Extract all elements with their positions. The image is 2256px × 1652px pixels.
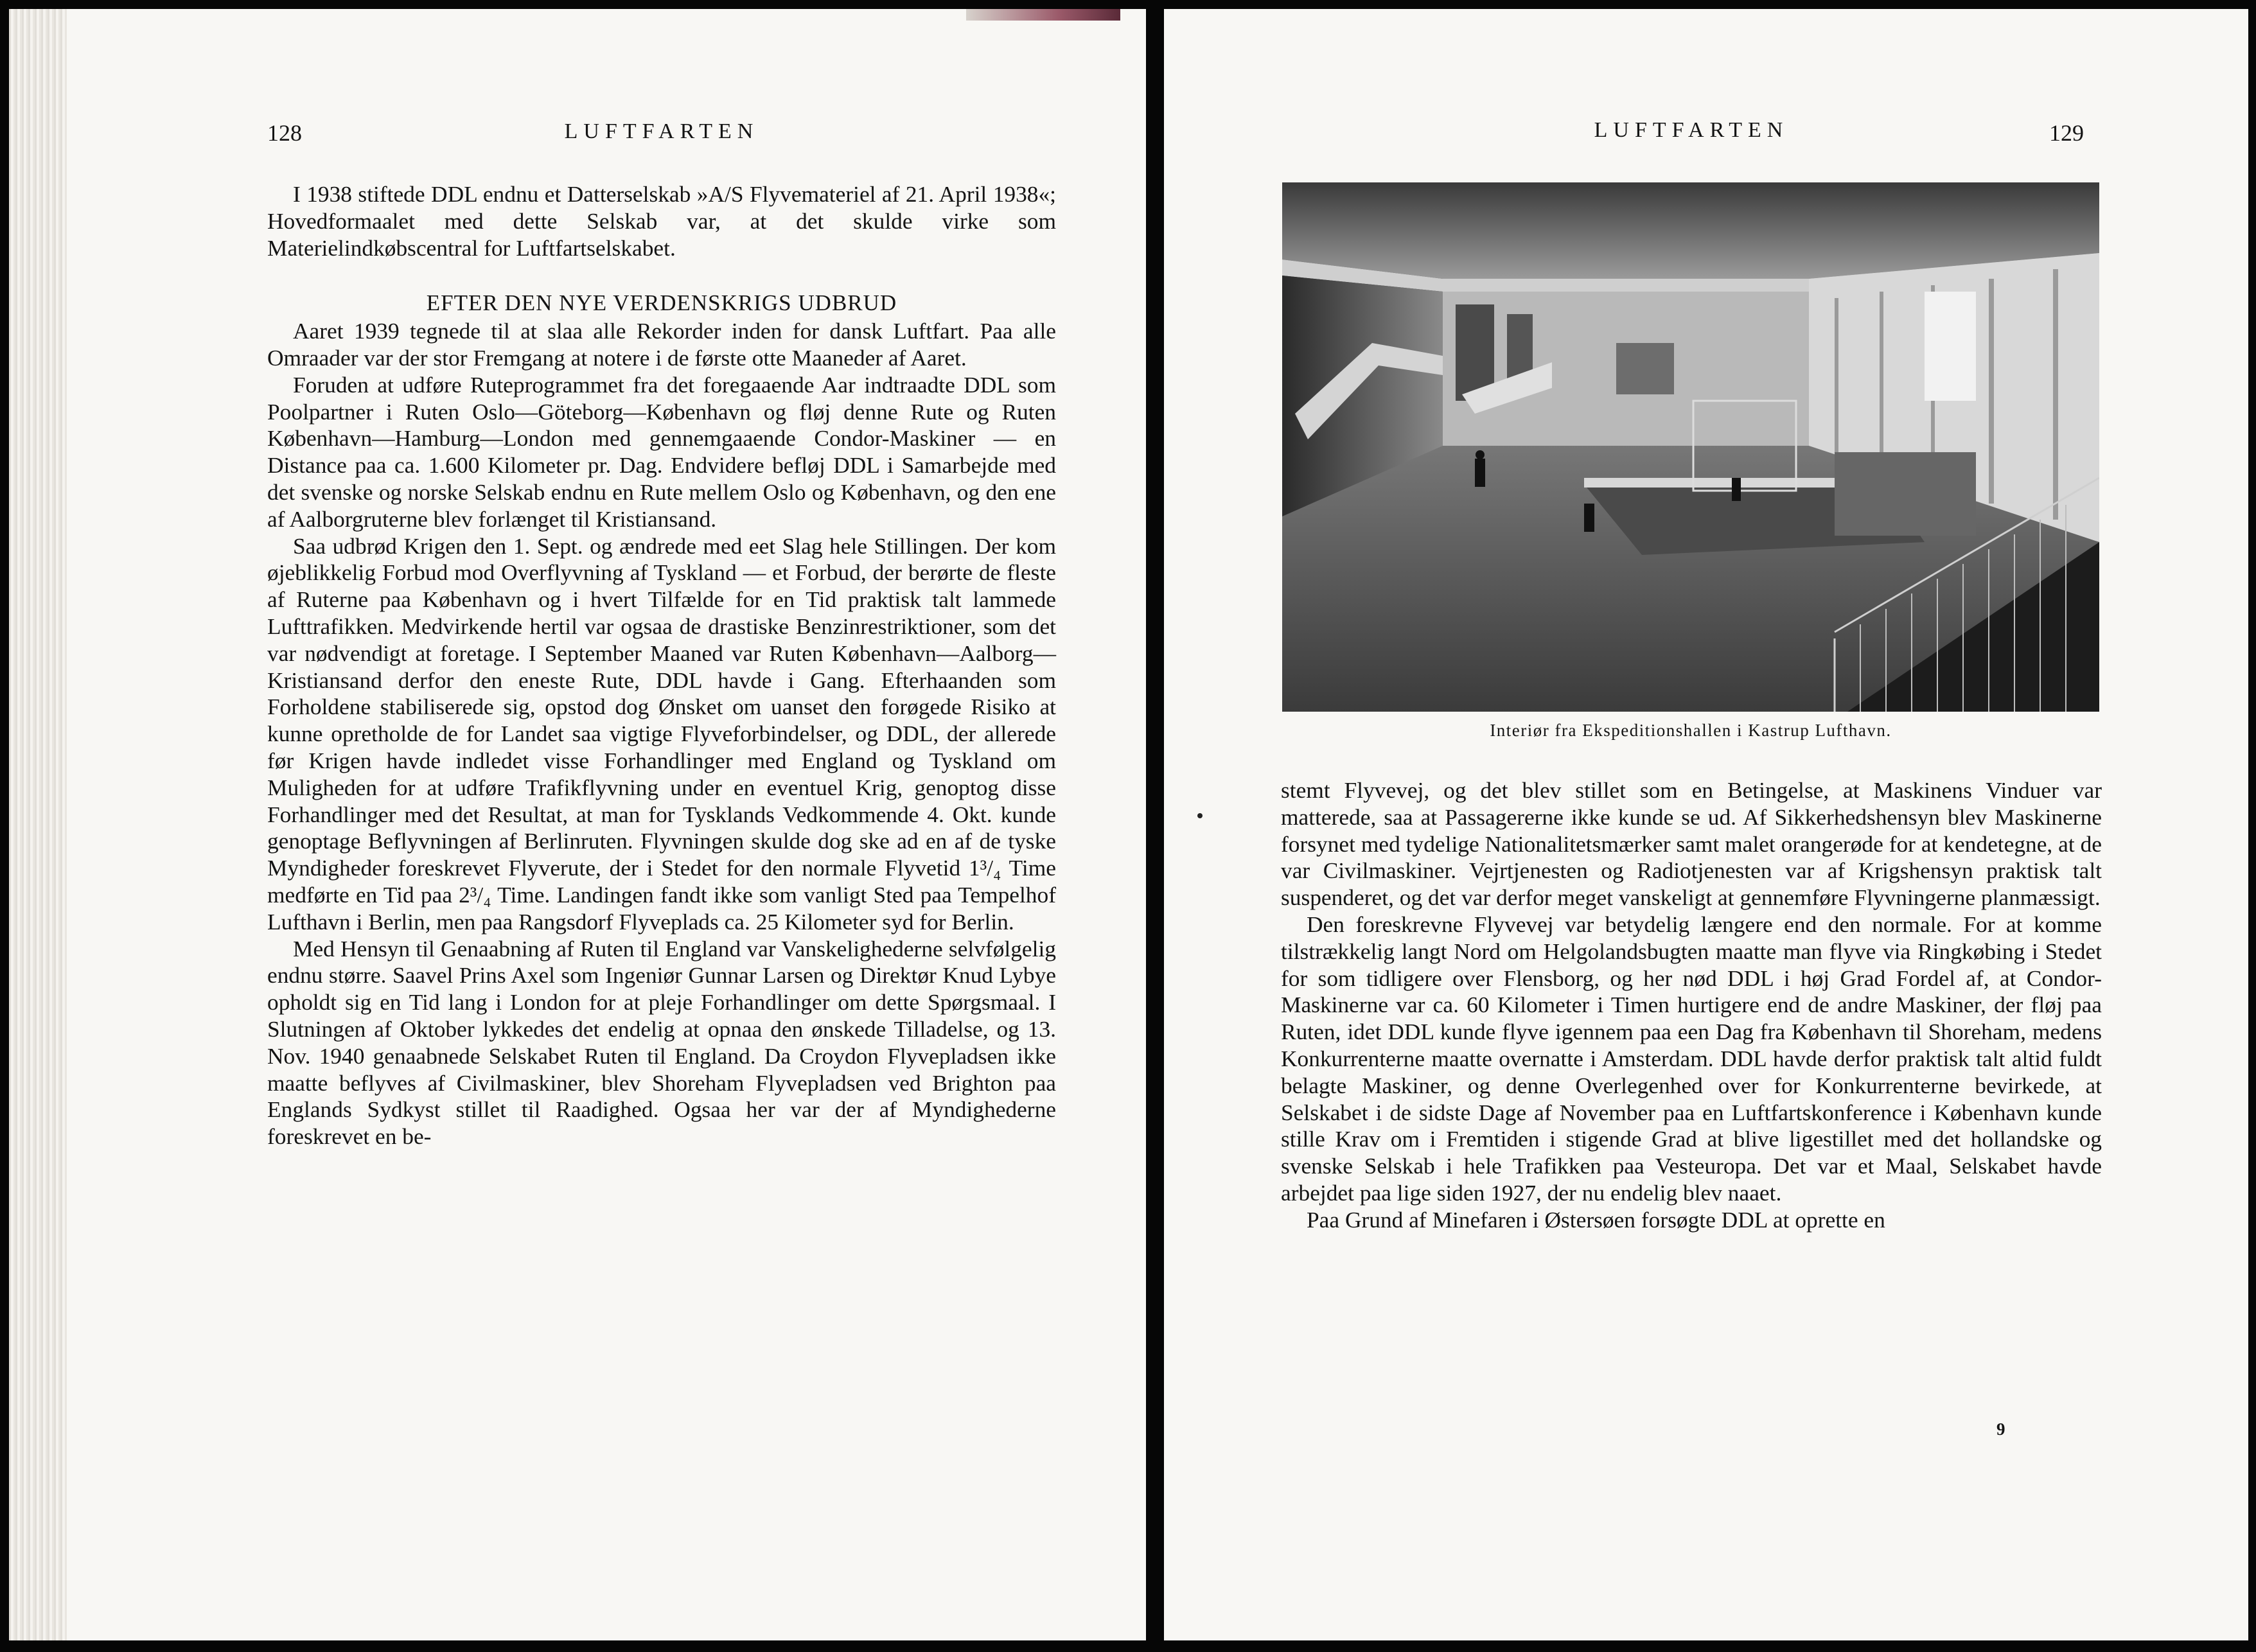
section-title: EFTER DEN NYE VERDENSKRIGS UDBRUD	[426, 290, 897, 316]
paragraph: stemt Flyvevej, og det blev stillet som en Betingelse, at Maskinens Vinduer var matterede, saa at Passagererne ikke kunde se ud. Af Sikkerhedshensyn blev Maskinerne forsynet med tydelige Nationalitetsmærker samt malet orangerøde for at kendetegne, at de var Civilmaskiner. Vejrtjenesten og Radiotjenesten var af Krigshensyn praktisk talt suspenderet, og det var derfor meget vanskeligt at gennemføre Flyvningerne planmæssigt.	[1281, 777, 2102, 911]
photo-caption: Interiør fra Ekspeditionshallen i Kastrup Lufthavn.	[1490, 721, 1892, 740]
page-number: 129	[2049, 120, 2084, 146]
paragraph: Aaret 1939 tegnede til at slaa alle Rekorder inden for dansk Luftfart. Paa alle Omraader var der stor Fremgang at notere i de første otte Maaneder af Aaret.	[267, 318, 1056, 371]
margin-dot	[1197, 813, 1203, 818]
right-page	[1164, 9, 2248, 1640]
running-head: LUFTFARTEN	[564, 119, 759, 143]
page-number: 128	[267, 120, 302, 146]
paragraph: I 1938 stiftede DDL endnu et Datterselskab »A/S Flyvemateriel af 21. April 1938«; Hovedformaalet med dette Selskab var, at det skulde virke som Materielindkøbscentral for Luftfartselskabet.	[267, 181, 1056, 261]
paragraph: Foruden at udføre Ruteprogrammet fra det foregaaende Aar indtraadte DDL som Poolpartner i Ruten Oslo—Göteborg—København og fløj denne Rute og Ruten København—Hamburg—London med gennemgaaende Condor-Maskiner — en Distance paa ca. 1.600 Kilometer pr. Dag. Endvidere befløj DDL i Samarbejde med det svenske og norske Selskab endnu en Rute mellem Oslo og København, og den ene af Aalborgruterne blev forlænget til Kristiansand.	[267, 371, 1056, 532]
paragraph: Paa Grund af Minefaren i Østersøen forsøgte DDL at oprette en	[1307, 1206, 1885, 1233]
paragraph: Med Hensyn til Genaabning af Ruten til England var Vanskelighederne selvfølgelig endnu større. Saavel Prins Axel som Ingeniør Gunnar Larsen og Direktør Knud Lybye opholdt sig en Tid lang i London for at pleje Forhandlinger om dette Spørgsmaal. I Slutningen af Oktober lykkedes det endelig at opnaa den ønskede Tilladelse, og 13. Nov. 1940 genaabnede Selskabet Ruten til England. Da Croydon Flyvepladsen ikke maatte beflyves af Civilmaskiner, blev Shoreham Flyvepladsen ved Brighton paa Englands Sydkyst stillet til Raadighed. Ogsaa her var der af Myndighederne foreskrevet en be-	[267, 935, 1056, 1150]
running-head: LUFTFARTEN	[1594, 118, 1789, 142]
bookmark-ribbon	[966, 9, 1120, 21]
photo-illustration	[1282, 182, 2099, 712]
right-text-block	[1281, 777, 2102, 1234]
page-edges	[9, 9, 67, 1640]
terminal-hall-photo	[1282, 182, 2099, 712]
left-text-block	[267, 181, 1056, 1150]
paragraph: Den foreskrevne Flyvevej var betydelig længere end den normale. For at komme tilstrækkelig langt Nord om Helgolandsbugten maatte man flyve via Ringkøbing i Stedet for som tidligere over Flensborg, og her nød DDL i høj Grad Fordel af, at Condor-Maskinerne var ca. 60 Kilometer i Timen hurtigere end de andre Maskiner, der fløj paa Ruten, idet DDL kunde flyve igennem paa een Dag fra København til Shoreham, medens Konkurrenterne maatte overnatte i Amsterdam. DDL havde derfor praktisk talt altid fuldt belagte Maskiner, og denne Overlegenhed over for Konkurrenterne bevirkede, at Selskabet i de sidste Dage af November paa en Luftfartskonference i København kunde stille Krav om i Fremtiden i stigende Grad at blive ligestillet med det hollandske og svenske Selskab i hele Trafikken paa Vesteuropa. Det var et Maal, Selskabet havde arbejdet paa lige siden 1927, der nu endelig blev naaet.	[1281, 911, 2102, 1206]
paragraph: Saa udbrød Krigen den 1. Sept. og ændrede med eet Slag hele Stillingen. Der kom øjeblikkelig Forbud mod Overflyvning af Tyskland — et Forbud, der berørte de fleste af Ruterne paa København og i hvert Tilfælde for en Tid praktisk talt lammede Lufttrafikken. Medvirkende hertil var ogsaa de drastiske Benzinrestriktioner, som det var nødvendigt at foretage. I September Maaned var Ruten København—Aalborg—Kristiansand derfor den eneste Rute, DDL havde i Gang. Efterhaanden som Forholdene stabiliserede sig, opstod dog Ønsket om uanset den forøgede Risiko at kunne opretholde de for Landet saa vigtige Flyveforbindelser, og DDL, der allerede før Krigen havde indledet visse Forhandlinger med England og Tyskland om Muligheden for at udføre Trafikflyvning under en eventuel Krig, genoptog disse Forhandlinger med det Resultat, at man for Tysklands Vedkommende 4. Okt. kunde genoptage Beflyvningen af Berlinruten. Flyvningen skulde dog ske ad en af de tyske Myndigheder foreskrevet Flyverute, der i Stedet for den normale Flyvetid 1³/₄ Time medførte en Tid paa 2³/₄ Time. Landingen fandt ikke som vanligt Sted paa Tempelhof Lufthavn i Berlin, men paa Rangsdorf Flyveplads ca. 25 Kilometer syd for Berlin.	[267, 532, 1056, 935]
left-page	[9, 9, 1146, 1640]
signature-mark: 9	[1996, 1419, 2005, 1439]
